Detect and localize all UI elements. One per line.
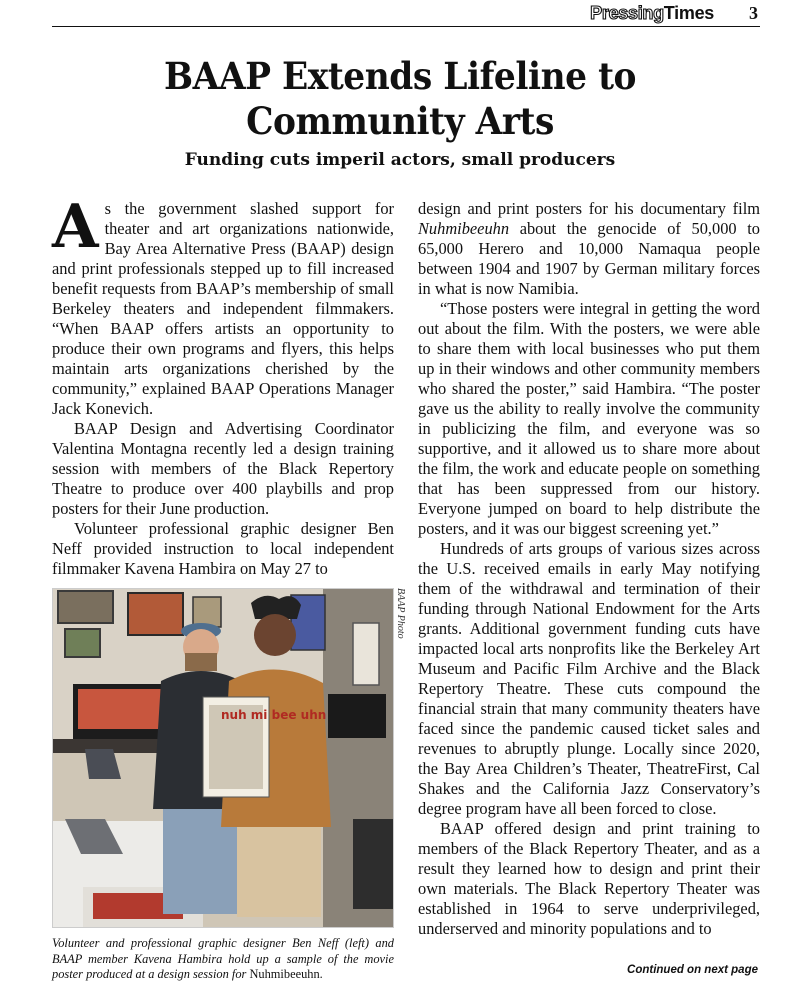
caption-film-title: Nuhmibeeuhn. xyxy=(249,967,323,981)
article-column-right xyxy=(418,199,760,939)
photo-caption xyxy=(52,936,394,983)
article-paragraph-3: Volunteer professional graphic designer Ben Neff provided instruction to local independent filmmaker Kavena Hambira on May 27 to xyxy=(52,519,394,578)
photo-illustration xyxy=(53,589,393,927)
drop-cap: A xyxy=(52,192,99,262)
paragraph-4-start: design and print posters for his documentary film xyxy=(418,199,760,218)
caption-text: Volunteer and professional graphic designer Ben Neff (left) and BAAP member Kavena Hambira hold up a sample of the movie poster produced at a design session for xyxy=(52,936,394,981)
article-paragraph-5: “Those posters were integral in getting the word out about the film. With the posters, we were able to share them with local businesses who put them up in their windows and other community members who shared the poster,” said Hambira. “The poster gave us the ability to really involve the community in publicizing the film, and everyone was so supportive, and it allowed us to share more about the film, the work and educate people on something that has been suppressed from our history. Everyone jumped on board to help distribute the posters, and it was our biggest screening yet.” xyxy=(418,299,760,538)
article-paragraph-2: BAAP Design and Advertising Coordinator Valentina Montagna recently led a design training session with members of the Black Repertory Theatre to produce over 400 playbills and prop posters for their June production. xyxy=(52,419,394,518)
article-paragraph-7: BAAP offered design and print training to members of the Black Repertory Theater, and as a result they learned how to design and print their own materials. The Black Repertory Theater was established in 1964 to serve underprivileged, underserved and minority populations and to xyxy=(418,819,760,938)
continued-notice: Continued on next page xyxy=(627,964,758,976)
publication-name-part2: Times xyxy=(663,3,714,23)
film-title: Nuhmibeeuhn xyxy=(418,219,510,238)
article-paragraph-1-text: s the government slashed support for theater and art organizations nationwide, Bay Area Alternative Press (BAAP) design and print professionals stepped up to fill increased benefit requests from BAAP’s membership of small Berkeley theaters and independent filmmakers. “When BAAP offers artists an opportunity to produce their own programs and flyers, this helps maintain arts organizations cherished by the community,” explained BAAP Operations Manager Jack Konevich. xyxy=(52,199,394,418)
article-column-left xyxy=(52,192,394,579)
paragraph-4-end: about the genocide of 50,000 to 65,000 Herero and 10,000 Namaqua people between 1904 and 1907 by German military forces in what is now Namibia. xyxy=(418,219,760,298)
poster-text: nuh mi bee uhn xyxy=(221,708,327,722)
article-paragraph-1 xyxy=(52,192,394,419)
headline: BAAP Extends Lifeline to Community Arts xyxy=(164,54,636,143)
publication-name-part1: Pressing xyxy=(590,3,664,23)
page-number: 3 xyxy=(749,3,758,23)
publication-name xyxy=(590,3,714,24)
article-paragraph-6: Hundreds of arts groups of various sizes across the U.S. received emails in early May notifying them of the withdrawal and termination of their funding through National Endowment for the Arts grants. Additional government funding cuts have impacted local arts nonprofits like the Berkeley Art Museum and Pacific Film Archive and the Black Repertory Theatre. These cuts compound the financial strain that many community theaters have faced since the pandemic caused ticket sales and revenues to abruptly plunge. Locally since 2020, the Bay Area Children’s Theater, TheatreFirst, Cal Shakes and the California Jazz Conservatory’s degree program have all been forced to close. xyxy=(418,539,760,818)
article-paragraph-4 xyxy=(418,199,760,299)
article-photo xyxy=(52,588,394,928)
page-header xyxy=(52,0,760,27)
photo-credit: BAAP Photo xyxy=(395,588,406,639)
subhead: Funding cuts imperil actors, small producers xyxy=(184,150,616,170)
